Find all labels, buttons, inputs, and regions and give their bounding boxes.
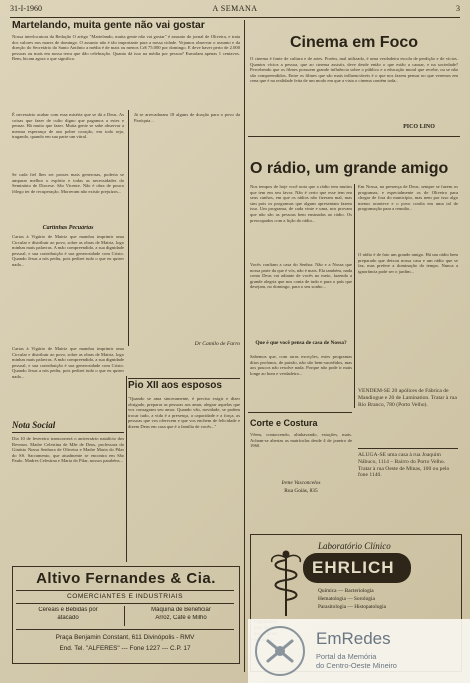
ad-altivo-rule-3 [16,629,234,630]
ad-altivo-phones: End. Tel. "ALFERES" --- Fone 1227 --- C.P. 17 [59,645,191,652]
emredes-watermark [248,619,470,683]
emredes-logo-icon [254,625,306,677]
article-body-radio-1: Nos tempos de hoje você nota que a rádio tem muitos que tem em seu favor. Não é certo que esse tem em seus cunhos, em que os rádios não fizeram mal, mas sim pois os programas que alguns apresentam fazem isso. Um programa, de cada vinte e uma, nos provam que não são as pessoas bem ensinadas ao rádio. Os preocupados com a lição do rádio... [250,184,352,223]
article-body-doacoes: Já se arrecadaram 18 alguns de doação para o povo da Paróquia... [134,112,240,123]
article-author-camilo: Dr Camilo de Farro [194,341,240,347]
page-number: 3 [456,4,460,13]
article-body-pio12: "Quando se ama sinceramente, é preciso exigir e dizer obrigado, preparar as pessoas aos amar, alegrar aquelas que vos consagram seu amor. Quando vão, novidade, se podem trocar tudo, a vida é a presença, a capacidade e a força, as pessoas que vos oferecem e que vos enchem de felicidade e dizem Deus em casa que é a família de vocês..." [128,396,240,429]
article-body-martelando-2: É necessário acabar com essa miséria que se dá a Deus. As coisas que fazer de culto digno que pagamos a estes e pensar. Há muito que fazer. Muita gente se sabe observar a mesma esperança de um pobre coração, em toda seja, tragando, quando em sua parte um vitral. [12,112,124,140]
ad-altivo-left-1: Cereais e Bebidas por [38,607,98,613]
ad-altivo-subtitle: COMERCIANTES E INDUSTRIAIS [67,593,183,600]
article-title-cinema: Cinema em Foco [289,34,419,51]
article-address-corte: Rua Goiás, 835 [284,488,318,494]
nota-social-rule [12,432,124,433]
article-body-martelando: Nossa interlocutora da Redação O artigo "Martelando, muita gente não vai gostar" é assunto do jornal de Oliveira, e trata dos valores nos mares de domingo. O assunto não é tão importante para a nossa cidade. Vejamos observar o assunto e da direção do Secretário do Santo Antônio a média é de mais ou menos Cr$ 75.000 por domingo. E deve haver perto de 2.000 pessoas ou mais em nossa terra que dão celebração. Quanto dá isso na média por pessoa? Esmolam apenas 1 centavos. Bem, bicam agora o que significa. [12,34,240,62]
page-center-rule [244,20,245,672]
radio-column-rule [354,184,355,408]
article-title-martelando: Martelando, muita gente não vai gostar [12,20,205,31]
ad-altivo-right-1: Máquina de Beneficiar [151,607,211,613]
article-title-radio: O rádio, um grande amigo [250,160,449,177]
ad-ehrlich-name: EHRLICH [312,558,395,577]
pio-column-rule [126,376,127,562]
caduceus-icon [268,548,304,618]
ad-altivo-name: Altivo Fernandes & Cia. [36,570,216,587]
article-body-cartinhas: Cartas à Vigário de Matriz que mandou imprimir uma Circular e distribuir ao povo, sobre as obras de Matriz, logo minhas mais palavras. A mão compreendido, a sua dignidade pessoal, e sua contribuição é sua generosidade com Cristo. Quando Jesus a nós pediu, pois pedirei tudo o que eu quiser nada... [12,234,124,267]
classified-aluga: ALUGA-SE uma casa à rua Joaquim Nábuco, 1114 – Bairro do Porto Velho. Tratar à rua Oeste de Minas, 100 ou pelo fone 1140. [358,452,450,479]
ad-altivo-address: Praça Benjamin Constant, 611 Divinópolis - RMV [55,634,195,641]
article-title-pio12: Pio XII aos esposos [128,380,222,391]
ad-altivo-right-2: Arroz, Café e Milho [155,615,207,621]
ad-altivo-divider [124,606,125,626]
article-signature-corte: Irene Vasconcelos [281,480,321,486]
article-body-nota-social: Dia 10 de fevereiro transcorrerá o aniversário natalício dos Revmos. Madre Celestina de Mãe de Deus, professora do Ginásio Nossa Senhora de Oliveira e Madre Maria do Pilar do SS. Sacramento, que atualmente se encontra em São Paulo. Madres Celestina e Maria do Pilar, nossos parabéns... [12,436,124,464]
ad-ehrlich-service-2: Hematologia — Sorologia [318,596,375,602]
issue-date: 31-I-1960 [10,4,42,13]
cinema-rule [248,136,460,137]
ad-altivo-rule-2 [16,603,234,604]
header-rule [10,17,460,18]
emredes-subtitle-line-1: Portal da Memória [316,652,377,661]
article-body-cinema: O cinema é fonte de cultura e de artes. Porém, mal utilizado, é uma verdadeira escola de perdição e de vícios. Quantos vícios a pessoa, que ao cinema assistir, deve desde então o que estão a causar, e na sociedade? Percebendo que os filmes possuem grande influência sobre o público e a educação moral que recebe, ou se não são compreendidos. Entre os filmes que são mais influenciáveis é o que nos fazem pensar no que veremos em cena que é na realidade feita de um modo em que a vista o cinema contém toda.. [250,56,458,84]
article-body-radio-3: Em Nossa, na presença de Deus, sempre se fazem os programas, e especialmente os de Oliveira para chegar de fora do município, mas nem por isso algo menos acontece e o povo confia em uma tal de programação para a reunião... [358,184,458,212]
article-author-cinema: PICO LINO [403,124,435,130]
ad-ehrlich-heading: Laboratório Clínico [318,541,391,551]
classified-vendem: VENDEM-SE 20 apólices de Fábrica de Mandiogue e 20 de Lamination. Tratar à rua Rio Branco, 780 (Porto Velho). [358,388,457,408]
article-body-radio-4: O rádio é de fato um grande amigo. Há um rádio bem preparado que deixou nossa casa e um rádio que se faz, mas prefere a dominação do tempo. Nunca a ignorância pode ser o jardim... [358,252,458,274]
article-question-radio: Que é que você pensa de casa de Nossa? [255,340,347,346]
ad-ehrlich-service-1: Química — Bacteriologia [318,588,374,594]
emredes-name: EmRedes [316,629,391,648]
column-rule [128,110,129,346]
emredes-subtitle-line-2: do Centro-Oeste Mineiro [316,661,397,670]
article-title-cartinhas: Cartinhas Pecuárias [42,225,94,231]
pio-rule-top [128,378,240,379]
ad-altivo-left-2: atacado [57,615,79,621]
article-title-corte: Corte e Costura [250,418,318,428]
article-title-nota-social: Nota Social [12,420,56,430]
article-body-radio-2: Vocês confiam a casa do Senhor. Não e a Nossa que nossa parte da que é vós, não é mais. Ela também, nada como Deus vai adiante de vocês no meio, fazendo a grande alegria que nos conta de tudo e para o país que desejam, no domingo, para o seu sonho... [250,262,352,290]
page-header [10,4,460,16]
article-body-cartinhas-cont: Cartas à Vigário de Matriz que mandou imprimir uma Circular e distribuir ao povo, sobre as obras de Matriz, logo minhas mais palavras. A mão compreendido, a sua dignidade pessoal, e sua contribuição é sua generosidade com Cristo. Quando Jesus a nós pediu, pois pedirei tudo o que eu quiser nada... [12,346,124,379]
emredes-subtitle [316,652,397,670]
ad-altivo-rule-1 [16,590,234,591]
classified-rule [358,448,458,449]
article-body-martelando-3: Se cada fiel lhes ser posses mais generosas, poderia se amparar melhor o espírito e todas as necessidades do Seminário de Diocese. São Vicente. Não é obra de pouco fôlego ter de recuperação. Morreram não existir prejuízos... [12,172,124,194]
corte-rule [248,412,352,413]
ad-ehrlich-service-3: Parasitologia — Histopatologia [318,604,386,610]
article-body-radio-5: Sabemos que, com raras exceções, estes programas ditos profanos, de paixão, não são bem-sucedidos, mas aos poucos não resolve nada. Porque não pode ir mais longe ao bom e verdadeiro... [250,354,352,376]
newspaper-name: A SEMANA [212,4,258,13]
article-body-corte: Vêem, contorcendo, alinhavando, estações, mais. Acham-se abertas as matrículas desde 4 de janeiro de 1960. [250,432,352,449]
